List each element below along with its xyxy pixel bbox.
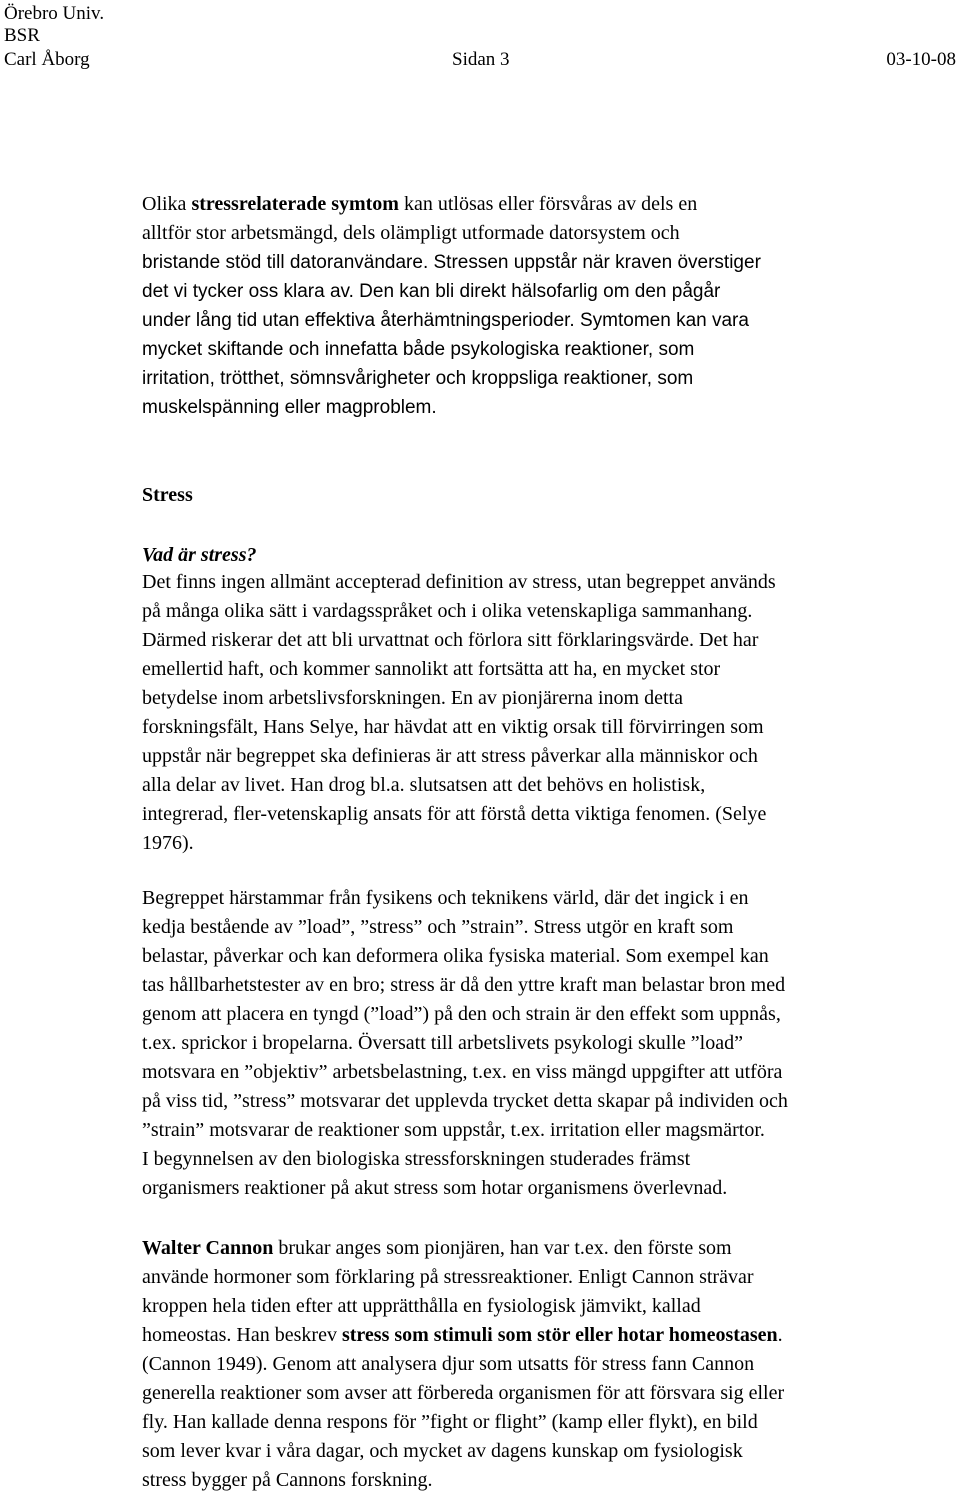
text-line: Därmed riskerar det att bli urvattnat och förlora sitt förklaringsvärde. Det har <box>142 629 759 651</box>
header-date: 03-10-08 <box>886 49 956 70</box>
text-line: motsvara en ”objektiv” arbetsbelastning, t.ex. en viss mängd uppgifter att utföra <box>142 1061 783 1083</box>
text-line: använde hormoner som förklaring på stressreaktioner. Enligt Cannon strävar <box>142 1266 754 1288</box>
text-line: på viss tid, ”stress” motsvarar det upplevda trycket detta skapar på individen och <box>142 1090 788 1112</box>
paragraph-origin <box>142 884 960 1203</box>
text-line: betydelse inom arbetslivsforskningen. En av pionjärerna inom detta <box>142 687 683 709</box>
text-line: homeostas. Han beskrev stress som stimuli som stör eller hotar homeostasen. <box>142 1324 783 1346</box>
text-line: emellertid haft, och kommer sannolikt att fortsätta att ha, en mycket stor <box>142 658 721 680</box>
text-line: stress bygger på Cannons forskning. <box>142 1469 433 1491</box>
header-author: Carl Åborg <box>4 49 90 70</box>
paragraph-definition <box>142 568 960 858</box>
text-line: t.ex. sprickor i bropelarna. Översatt till arbetslivets psykologi skulle ”load” <box>142 1032 743 1054</box>
paragraph-symptoms <box>142 190 960 422</box>
text-line: uppstår när begreppet ska definieras är att stress påverkar alla människor och <box>142 745 758 767</box>
text-line: under lång tid utan effektiva återhämtningsperioder. Symtomen kan vara <box>142 310 749 331</box>
text-line: alla delar av livet. Han drog bl.a. slutsatsen att det behövs en holistisk, <box>142 774 706 796</box>
text-line: kroppen hela tiden efter att upprätthålla en fysiologisk jämvikt, kallad <box>142 1295 701 1317</box>
text-line: det vi tycker oss klara av. Den kan bli direkt hälsofarlig om den pågår <box>142 281 721 302</box>
subheading-what-is-stress: Vad är stress? <box>142 544 257 566</box>
text-line: muskelspänning eller magproblem. <box>142 397 437 418</box>
text-line: på många olika sätt i vardagsspråket och i olika vetenskapliga sammanhang. <box>142 600 753 622</box>
header-university: Örebro Univ. <box>4 3 105 24</box>
paragraph-cannon <box>142 1234 960 1495</box>
text-line: 1976). <box>142 832 194 854</box>
text-line: forskningsfält, Hans Selye, har hävdat att en viktig orsak till förvirringen som <box>142 716 764 738</box>
text-line: Olika stressrelaterade symtom kan utlösas eller försvåras av dels en <box>142 193 698 215</box>
bold-term: stressrelaterade symtom <box>191 193 399 215</box>
text-line: kedja bestående av ”load”, ”stress” och ”strain”. Stress utgör en kraft som <box>142 916 734 938</box>
bold-name: Walter Cannon <box>142 1237 274 1259</box>
text-line: belastar, påverkar och kan deformera olika fysiska material. Som exempel kan <box>142 945 769 967</box>
text-line: integrerad, fler-vetenskaplig ansats för att förstå detta viktiga fenomen. (Selye <box>142 803 767 825</box>
text-line: mycket skiftande och innefatta både psykologiska reaktioner, som <box>142 339 695 360</box>
text-line: genom att placera en tyngd (”load”) på den och strain är den effekt som uppnås, <box>142 1003 781 1025</box>
text-line: organismers reaktioner på akut stress som hotar organismens överlevnad. <box>142 1177 728 1199</box>
text-line: (Cannon 1949). Genom att analysera djur som utsatts för stress fann Cannon <box>142 1353 755 1375</box>
text-line: alltför stor arbetsmängd, dels olämpligt utformade datorsystem och <box>142 222 680 244</box>
text-line: generella reaktioner som avser att förbereda organismen för att försvara sig eller <box>142 1382 785 1404</box>
text-line: bristande stöd till datoranvändare. Stressen uppstår när kraven överstiger <box>142 252 761 273</box>
bold-definition: stress som stimuli som stör eller hotar homeostasen <box>341 1324 778 1346</box>
text-line: fly. Han kallade denna respons för ”fight or flight” (kamp eller flykt), en bild <box>142 1411 758 1433</box>
text-line: som lever kvar i våra dagar, och mycket av dagens kunskap om fysiologisk <box>142 1440 743 1462</box>
text-line: Walter Cannon brukar anges som pionjären, han var t.ex. den förste som <box>142 1237 732 1259</box>
header-department: BSR <box>4 25 40 46</box>
text-line: irritation, trötthet, sömnsvårigheter och kroppsliga reaktioner, som <box>142 368 694 389</box>
header-page-number: Sidan 3 <box>452 49 510 70</box>
text-line: ”strain” motsvarar de reaktioner som uppstår, t.ex. irritation eller magsmärtor. <box>142 1119 765 1141</box>
text-line: I begynnelsen av den biologiska stressforskningen studerades främst <box>142 1148 691 1170</box>
text-line: tas hållbarhetstester av en bro; stress är då den yttre kraft man belastar bron med <box>142 974 786 996</box>
section-heading-stress: Stress <box>142 484 193 506</box>
text-line: Begreppet härstammar från fysikens och teknikens värld, där det ingick i en <box>142 887 749 909</box>
text-line: Det finns ingen allmänt accepterad definition av stress, utan begreppet används <box>142 571 776 593</box>
header-row <box>4 48 956 72</box>
